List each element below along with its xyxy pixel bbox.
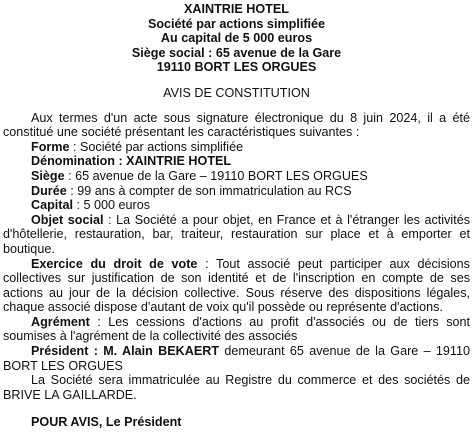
field-vote — [3, 257, 470, 315]
field-forme — [3, 140, 470, 155]
intro-paragraph: Aux termes d'un acte sous signature électronique du 8 juin 2024, il a été constitué une société présentant les caractéristiques suivantes : — [3, 110, 470, 140]
agrement-value: : Les cessions d'actions au profit d'associés ou de tiers sont soumises à l'agrément de la collectivité des associés — [3, 314, 470, 344]
notice-title: AVIS DE CONSTITUTION — [163, 85, 310, 100]
field-objet — [3, 213, 470, 257]
siege-label: Siège — [31, 168, 65, 183]
share-capital: Au capital de 5 000 euros — [160, 31, 313, 46]
agrement-label: Agrément — [31, 314, 90, 329]
field-siege — [3, 169, 470, 184]
president-label: Président : M. Alain BEKAERT — [31, 344, 220, 359]
siege-value: : 65 avenue de la Gare – 19110 BORT LES ORGUES — [64, 168, 368, 183]
legal-form: Société par actions simplifiée — [147, 16, 326, 31]
field-duree — [3, 184, 470, 199]
field-president — [3, 344, 470, 373]
vote-value: : Tout associé peut participer aux décisions collectives sur justification de son identité et de l'inscription en compte de ses actions au jour de la décision collective. Sous réserve des dispositions légales, chaque associé dispose d'autant de voix qu'il possède ou représente d'actions. — [3, 256, 470, 315]
forme-label: Forme — [31, 139, 70, 154]
denomination-label: Dénomination : XAINTRIE HOTEL — [31, 154, 232, 169]
objet-value: : La Société a pour objet, en France et à l'étranger les activités d'hôtellerie, restauration, bar, traiteur, restauration sur place et à emporter et boutique. — [3, 212, 471, 256]
field-denomination — [3, 154, 470, 169]
notice-header — [3, 2, 470, 75]
vote-label: Exercice du droit de vote — [31, 256, 198, 271]
field-capital — [3, 198, 470, 213]
capital-value: : 5 000 euros — [73, 198, 151, 213]
forme-value: : Société par actions simplifiée — [69, 139, 244, 154]
duree-value: : 99 ans à compter de son immatriculation au RCS — [66, 183, 352, 198]
registered-office: Siège social : 65 avenue de la Gare — [131, 45, 342, 60]
duree-label: Durée — [31, 183, 67, 198]
capital-label: Capital — [31, 198, 73, 213]
company-name: XAINTRIE HOTEL — [184, 2, 289, 16]
president-value: demeurant 65 avenue de la Gare – 19110 BORT LES ORGUES — [3, 344, 471, 373]
objet-label: Objet social — [31, 212, 104, 227]
field-agrement — [3, 315, 470, 344]
registration-paragraph: La Société sera immatriculée au Registre du commerce et des sociétés de BRIVE LA GAILLARDE. — [3, 373, 470, 402]
office-city: 19110 BORT LES ORGUES — [156, 60, 317, 75]
signature: POUR AVIS, Le Président — [31, 415, 182, 430]
